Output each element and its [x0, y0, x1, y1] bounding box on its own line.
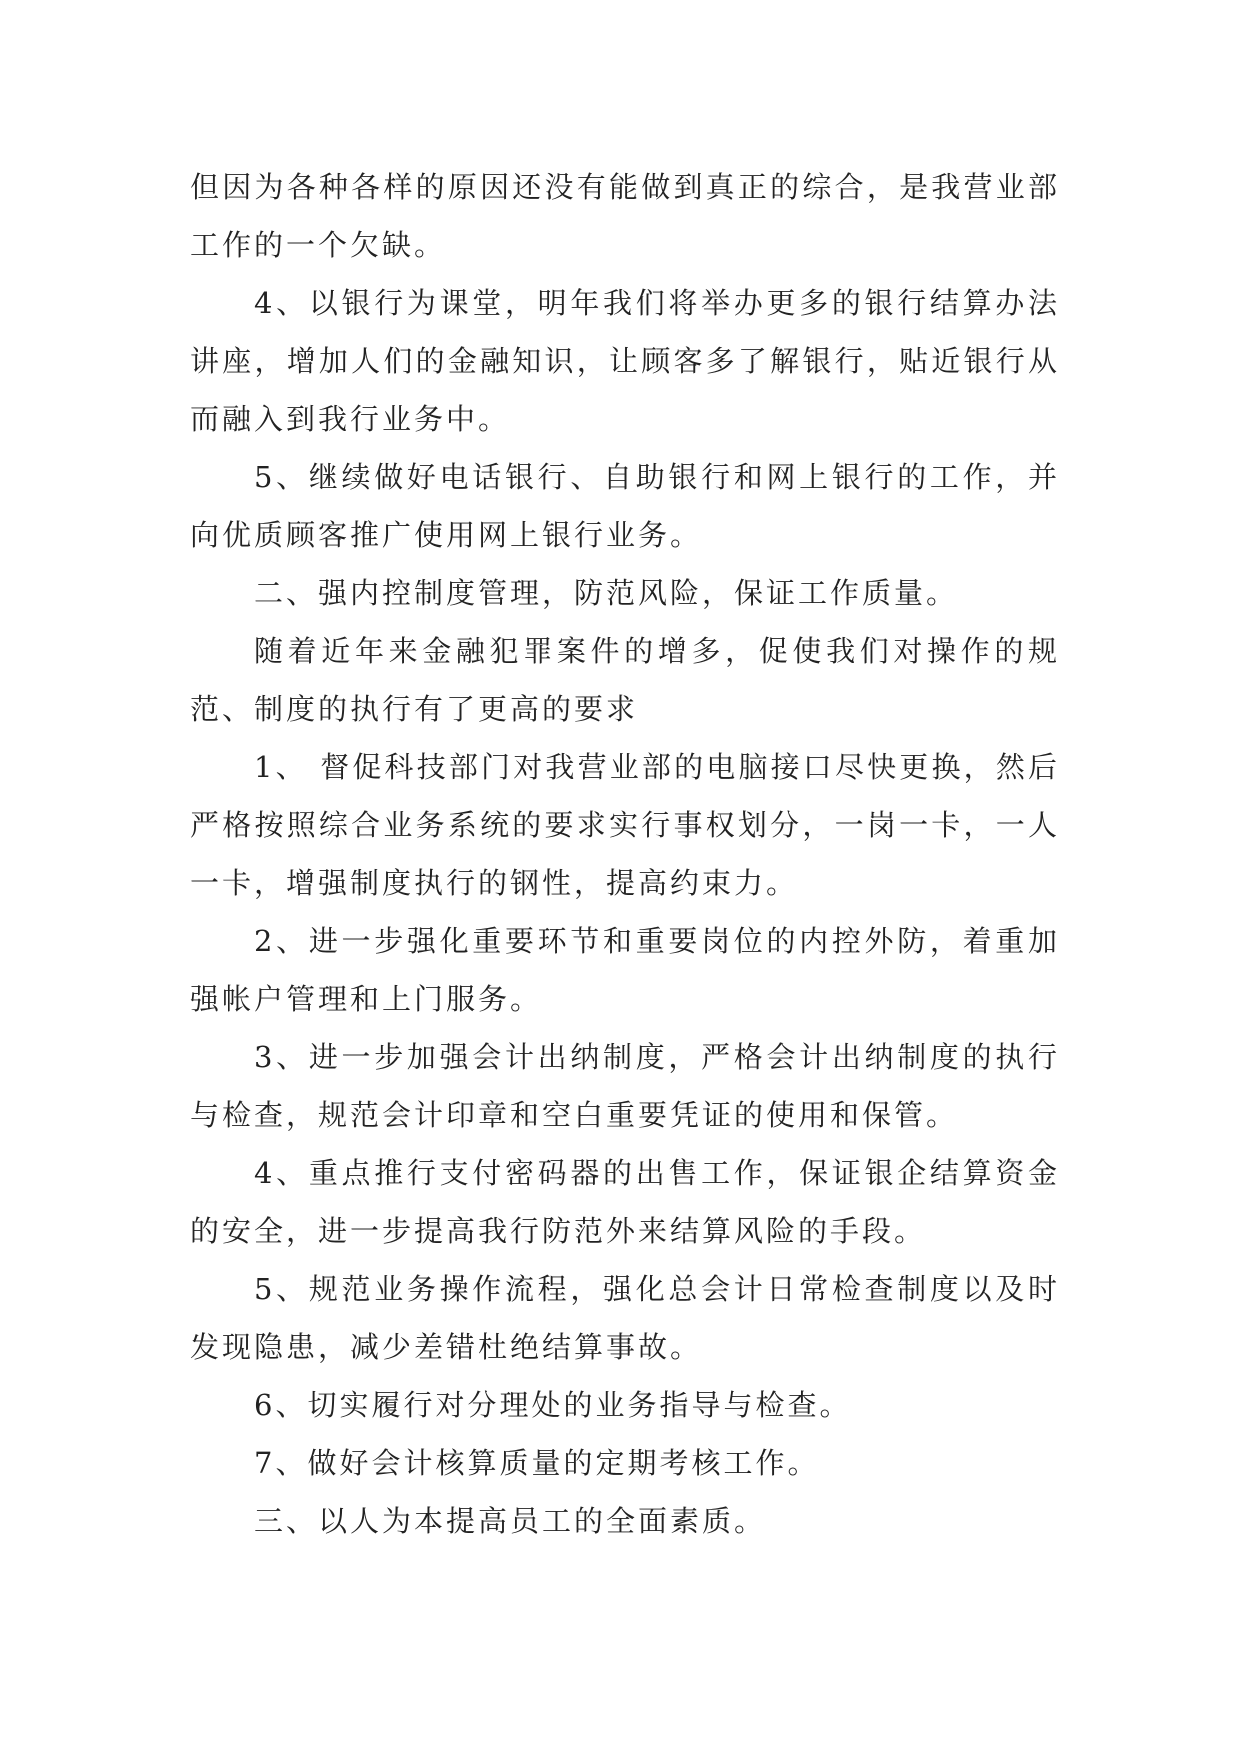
paragraph-5: 随着近年来金融犯罪案件的增多，促使我们对操作的规范、制度的执行有了更高的要求	[190, 634, 1060, 726]
paragraph-6: 1、 督促科技部门对我营业部的电脑接口尽快更换，然后严格按照综合业务系统的要求实行事权划分，一岗一卡，一人一卡，增强制度执行的钢性，提高约束力。	[190, 750, 1060, 900]
paragraph-1: 但因为各种各样的原因还没有能做到真正的综合，是我营业部工作的一个欠缺。	[190, 170, 1060, 262]
paragraph-8: 3、进一步加强会计出纳制度，严格会计出纳制度的执行与检查，规范会计印章和空白重要凭证的使用和保管。	[190, 1040, 1060, 1132]
paragraph-7: 2、进一步强化重要环节和重要岗位的内控外防，着重加强帐户管理和上门服务。	[190, 924, 1060, 1016]
paragraph-12: 7、做好会计核算质量的定期考核工作。	[254, 1446, 820, 1480]
paragraph-11: 6、切实履行对分理处的业务指导与检查。	[254, 1388, 852, 1422]
paragraph-10: 5、规范业务操作流程，强化总会计日常检查制度以及时发现隐患，减少差错杜绝结算事故。	[190, 1272, 1060, 1364]
section-heading-3: 三、以人为本提高员工的全面素质。	[254, 1504, 767, 1538]
paragraph-2: 4、以银行为课堂，明年我们将举办更多的银行结算办法讲座，增加人们的金融知识，让顾客多了解银行，贴近银行从而融入到我行业务中。	[190, 286, 1060, 436]
document-body	[190, 158, 1060, 1550]
section-heading-2: 二、强内控制度管理，防范风险，保证工作质量。	[254, 576, 959, 610]
paragraph-3: 5、继续做好电话银行、自助银行和网上银行的工作，并向优质顾客推广使用网上银行业务。	[190, 460, 1060, 552]
paragraph-9: 4、重点推行支付密码器的出售工作，保证银企结算资金的安全，进一步提高我行防范外来结算风险的手段。	[190, 1156, 1060, 1248]
